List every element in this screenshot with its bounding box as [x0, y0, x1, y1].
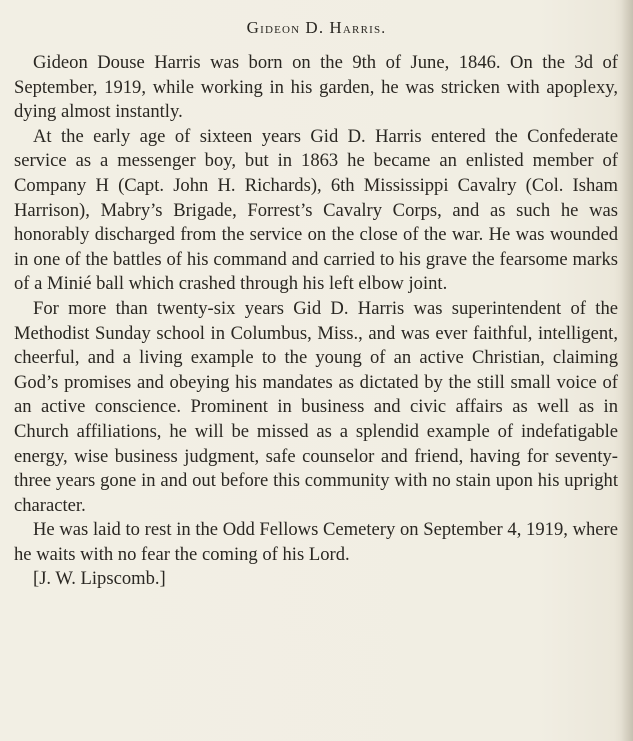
paragraph-church-service: For more than twenty-six years Gid D. Harris was superintendent of the Methodist Sunday school in Columbus, Miss., and was ever faithful, intelligent, cheerful, and a living example to the young of an active Christian, claiming God’s promises and obeying his mandates as dictated by the still small voice of an active conscience. Prominent in business and civic affairs as well as in Church affiliations, he will be missed as a splendid example of indefatigable energy, wise business judgment, safe counselor and friend, having for seventy-three years gone in and out before this community with no stain upon his upright character. — [14, 297, 618, 516]
author-signature: [J. W. Lipscomb.] — [33, 568, 166, 590]
paragraph-military-service: At the early age of sixteen years Gid D. Harris entered the Confederate service as a messenger boy, but in 1863 he became an enlisted member of Company H (Capt. John H. Richards), 6th Mississippi Cavalry (Col. Isham Harrison), Mabry’s Brigade, Forrest’s Cavalry Corps, and as such he was honorably discharged from the service on the close of the war. He was wounded in one of the battles of his command and carried to his grave the fearsome marks of a Minié ball which crashed through his left elbow joint. — [14, 125, 618, 295]
page-edge-shadow — [621, 0, 633, 741]
paragraph-burial: He was laid to rest in the Odd Fellows Cemetery on September 4, 1919, where he waits with no fear the coming of his Lord. — [14, 519, 618, 565]
paragraph-birth-death: Gideon Douse Harris was born on the 9th of June, 1846. On the 3d of September, 1919, while working in his garden, he was stricken with apoplexy, dying almost instantly. — [14, 52, 618, 123]
article-title: Gideon D. Harris. — [246, 18, 387, 37]
article-body — [14, 51, 618, 592]
